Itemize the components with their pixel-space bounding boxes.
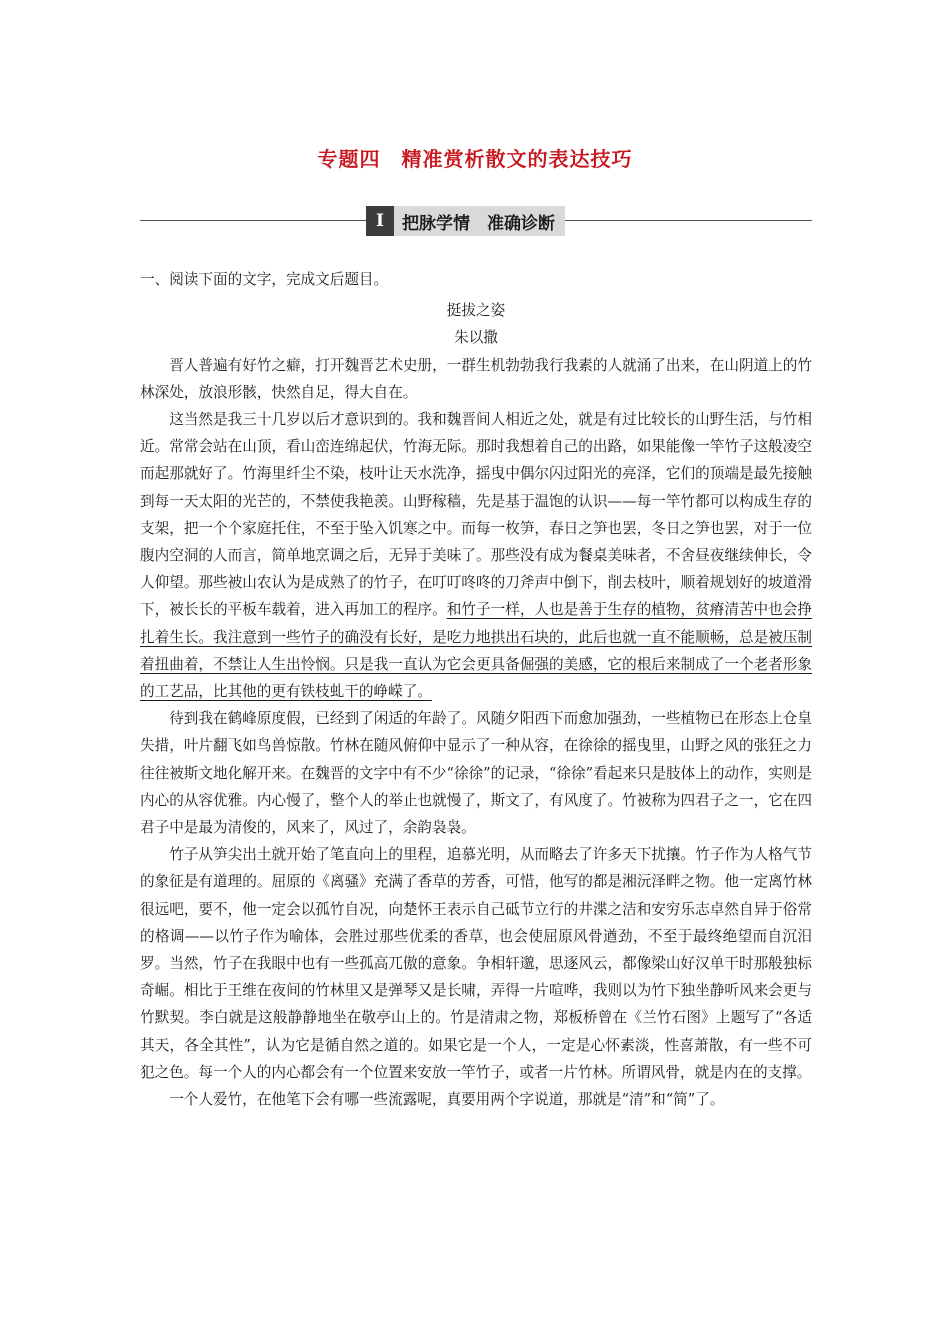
page-title: 专题四 精准赏析散文的表达技巧 [317, 147, 633, 171]
paragraph-2-text: 这当然是我三十几岁以后才意识到的。我和魏晋间人相近之处，就是有过比较长的山野生活，与竹相近。常常会站在山顶，看山峦连绵起伏，竹海无际。那时我想着自己的出路，如果能像一竿竹子这般凌空而起那就好了。竹海里纤尘不染，枝叶让天水洗净，摇曳中偶尔闪过阳光的亮泽，它们的顶端是最先接触到每一天太阳的光芒的，不禁使我艳羡。山野稼穑，先是基于温饱的认识——每一竿竹都可以构成生存的支架，把一个个家庭托住，不至于坠入饥寒之中。而每一枚笋，春日之笋也罢，冬日之笋也罢，对于一位腹内空洞的人而言，简单地烹调之后，无异于美味了。那些没有成为餐桌美味者，不舍昼夜继续伸长，令人仰望。那些被山农认为是成熟了的竹子，在叮叮咚咚的刀斧声中倒下，削去枝叶，顺着规划好的坡道滑下，被长长的平板车载着，进入再加工的程序。 [140, 411, 812, 619]
essay-paragraph-2 [140, 406, 812, 705]
essay-paragraph-1: 晋人普遍有好竹之癖，打开魏晋艺术史册，一群生机勃勃我行我素的人就涌了出来，在山阴道上的竹林深处，放浪形骸，快然自足，得大自在。 [140, 356, 812, 401]
document-body [140, 266, 812, 1113]
banner-label-box [366, 206, 565, 236]
essay-paragraph-4: 竹子从笋尖出土就开始了笔直向上的里程，追慕光明，从而略去了许多天下扰攘。竹子作为人格气节的象征是有道理的。屈原的《离骚》充满了香草的芳香，可惜，他写的都是湘沅泽畔之物。他一定离竹林很远吧，要不，他一定会以孤竹自况，向楚怀王表示自己砥节立行的井渫之洁和安穷乐志卓然自异于俗常的格调——以竹子作为喻体，会胜过那些优柔的香草，也会使屈原风骨遒劲，不至于最终绝望而自沉汨罗。当然，竹子在我眼中也有一些孤高兀傲的意象。争相轩邈，思逐风云，都像梁山好汉单干时那般独标奇崛。相比于王维在夜间的竹林里又是弹琴又是长啸，弄得一片喧哗，我则以为竹下独坐静听风来会更与竹默契。李白就是这般静静地坐在敬亭山上的。竹是清肃之物，郑板桥曾在《兰竹石图》上题写了“各适其天，各全其性”，认为它是循自然之道的。如果它是一个人，一定是心怀素淡，性喜萧散，有一些不可犯之色。每一个人的内心都会有一个位置来安放一竿竹子，或者一片竹林。所谓风骨，就是内在的支撑。 [140, 846, 812, 1081]
essay-paragraph-3: 待到我在鹤峰原度假，已经到了闲适的年龄了。风随夕阳西下而愈加强劲，一些植物已在形态上仓皇失措，叶片翻飞如鸟兽惊散。竹林在随风俯仰中显示了一种从容，在徐徐的摇曳里，山野之风的张狂之力往往被斯文地化解开来。在魏晋的文字中有不少“徐徐”的记录，“徐徐”看起来只是肢体上的动作，实则是内心的从容优雅。内心慢了，整个人的举止也就慢了，斯文了，有风度了。竹被称为四君子之一，它在四君子中是最为清俊的，风来了，风过了，余韵袅袅。 [140, 710, 812, 837]
section-heading: 把脉学情 准确诊断 [402, 213, 555, 234]
essay-title: 挺拔之姿 [446, 302, 506, 320]
essay-paragraph-5: 一个人爱竹，在他笔下会有哪一些流露呢，真要用两个字说道，那就是“清”和“简”了。 [169, 1091, 725, 1109]
question-instruction: 一、阅读下面的文字，完成文后题目。 [140, 271, 389, 288]
underlined-passage: 和竹子一样，人也是善于生存的植物，贫瘠清苦中也会挣扎着生长。我注意到一些竹子的确没有长好，是吃力地拱出石块的，此后也就一直不能顺畅，总是被压制着扭曲着，不禁让人生出怜悯。只是我一直认为它会更具备倔强的美感，它的根后来制成了一个老者形象的工艺品，比其他的更有铁枝虬干的峥嵘了。 [140, 601, 812, 701]
essay-author: 朱以撒 [454, 329, 498, 347]
section-numeral: I [366, 206, 394, 236]
section-banner [140, 206, 812, 236]
